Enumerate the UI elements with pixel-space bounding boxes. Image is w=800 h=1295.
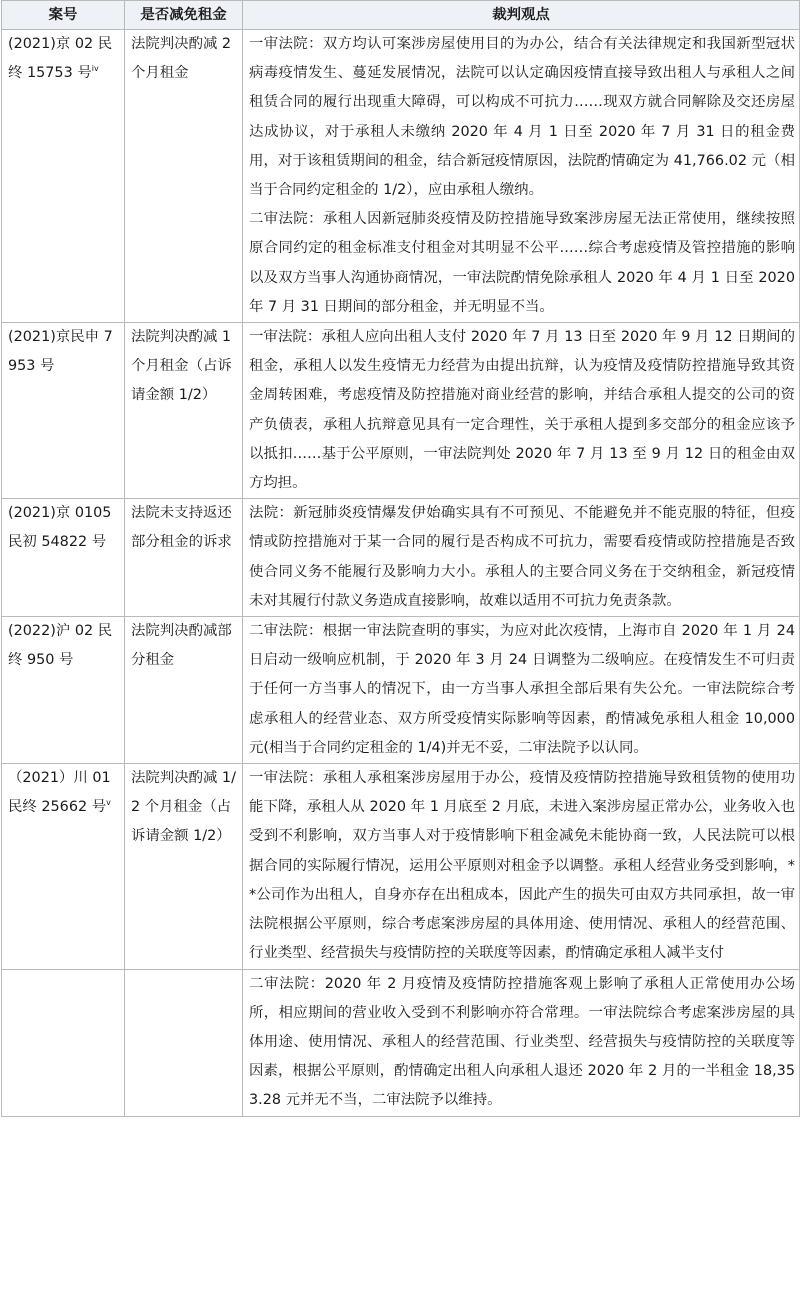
table-row [2,30,800,323]
case-number: （2021）川 01 民终 25662 号 [8,770,111,816]
reduction-cell: 法院判决酌减 1/2 个月租金（占诉请金额 1/2） [125,764,243,969]
opinion-cell [243,499,800,617]
opinion-paragraph: 一审法院：双方均认可案涉房屋使用目的为办公，结合有关法律规定和我国新型冠状病毒疫情发生、蔓延发展情况，法院可以认定确因疫情直接导致出租人与承租人之间租赁合同的履行出现重大障碍，可以构成不可抗力……现双方就合同解除及交还房屋达成协议，对于承租人未缴纳 2020 年 4 月 1 日至 2020 年 7 月 31 日的租金费用，对于该租赁期间的租金，结合新冠疫情原因，法院酌情确定为 41,766.02 元（相当于合同约定租金的 1/2），应由承租人缴纳。 [249,36,795,199]
opinion-cell [243,969,800,1116]
case-number-cell [2,499,125,617]
opinion-cell [243,323,800,499]
table-row [2,764,800,969]
table-row [2,969,800,1116]
opinion-cell [243,764,800,969]
case-table [1,0,800,1117]
case-number-cell [2,323,125,499]
reduction-cell: 法院判决酌减 2 个月租金 [125,30,243,323]
opinion-paragraph: 法院：新冠肺炎疫情爆发伊始确实具有不可预见、不能避免并不能克服的特征，但疫情或防控措施对于某一合同的履行是否构成不可抗力，需要看疫情或防控措施是否致使合同义务不能履行及影响力大小。承租人的主要合同义务在于交纳租金，新冠疫情未对其履行付款义务造成直接影响，故难以适用不可抗力免责条款。 [249,505,795,609]
table-row [2,323,800,499]
table-row [2,499,800,617]
case-number: (2022)沪 02 民终 950 号 [8,623,113,669]
opinion-paragraph: 一审法院：承租人应向出租人支付 2020 年 7 月 13 日至 2020 年 9 月 12 日期间的租金，承租人以发生疫情无力经营为由提出抗辩，认为疫情及疫情防控措施导致其资金周转困难，考虑疫情及防控措施对商业经营的影响，并结合承租人提交的公司的资产负债表，承租人抗辩意见具有一定合理性，关于承租人提到多交部分的租金应该予以抵扣……基于公平原则，一审法院判处 2020 年 7 月 13 至 9 月 12 日的租金由双方均担。 [249,329,795,492]
opinion-cell [243,30,800,323]
opinion-paragraph: 二审法院：承租人因新冠肺炎疫情及防控措施导致案涉房屋无法正常使用，继续按照原合同约定的租金标准支付租金对其明显不公平……综合考虑疫情及管控措施的影响以及双方当事人沟通协商情况，一审法院酌情免除承租人 2020 年 4 月 1 日至 2020 年 7 月 31 日期间的部分租金，并无明显不当。 [249,211,795,315]
opinion-cell [243,617,800,764]
reduction-cell: 法院判决酌减部分租金 [125,617,243,764]
case-number-cell [2,30,125,323]
reduction-cell [125,969,243,1116]
opinion-paragraph: 二审法院：2020 年 2 月疫情及疫情防控措施客观上影响了承租人正常使用办公场所，相应期间的营业收入受到不利影响亦符合常理。一审法院综合考虑案涉房屋的具体用途、使用情况、承租人的经营范围、行业类型、经营损失与疫情防控的关联度等因素，根据公平原则，酌情确定出租人向承租人退还 2020 年 2 月的一半租金 18,353.28 元并无不当，二审法院予以维持。 [249,975,795,1109]
header-opinion: 裁判观点 [243,1,800,30]
footnote-marker: iv [91,64,99,74]
case-number-cell [2,764,125,969]
case-number: (2021)京 0105 民初 54822 号 [8,505,112,551]
case-number-cell [2,617,125,764]
case-number: (2021)京 02 民终 15753 号 [8,36,113,82]
opinion-paragraph: 二审法院：根据一审法院查明的事实，为应对此次疫情，上海市自 2020 年 1 月 24 日启动一级响应机制，于 2020 年 3 月 24 日调整为二级响应。在疫情发生不可归责于任何一方当事人的情况下，由一方当事人承担全部后果有失公允。一审法院综合考虑承租人的经营业态、双方所受疫情实际影响等因素，酌情减免承租人租金 10,000 元(相当于合同约定租金的 1/4)并无不妥，二审法院予以认同。 [249,623,795,756]
footnote-marker: v [106,798,111,808]
table-header-row [2,1,800,30]
reduction-cell: 法院未支持返还部分租金的诉求 [125,499,243,617]
case-number-cell [2,969,125,1116]
table-row [2,617,800,764]
header-reduced: 是否减免租金 [125,1,243,30]
header-case-no: 案号 [2,1,125,30]
case-number: (2021)京民申 7953 号 [8,329,113,375]
opinion-paragraph: 一审法院：承租人承租案涉房屋用于办公，疫情及疫情防控措施导致租赁物的使用功能下降，承租人从 2020 年 1 月底至 2 月底，未进入案涉房屋正常办公，业务收入也受到不利影响，双方当事人对于疫情影响下租金减免未能协商一致，人民法院可以根据合同的实际履行情况，运用公平原则对租金予以调整。承租人经营业务受到影响，**公司作为出租人，自身亦存在出租成本，因此产生的损失可由双方共同承担，故一审法院根据公平原则，综合考虑案涉房屋的具体用途、使用情况、承租人的经营范围、行业类型、经营损失与疫情防控的关联度等因素，酌情确定承租人减半支付 [249,770,795,962]
reduction-cell: 法院判决酌减 1 个月租金（占诉请金额 1/2） [125,323,243,499]
